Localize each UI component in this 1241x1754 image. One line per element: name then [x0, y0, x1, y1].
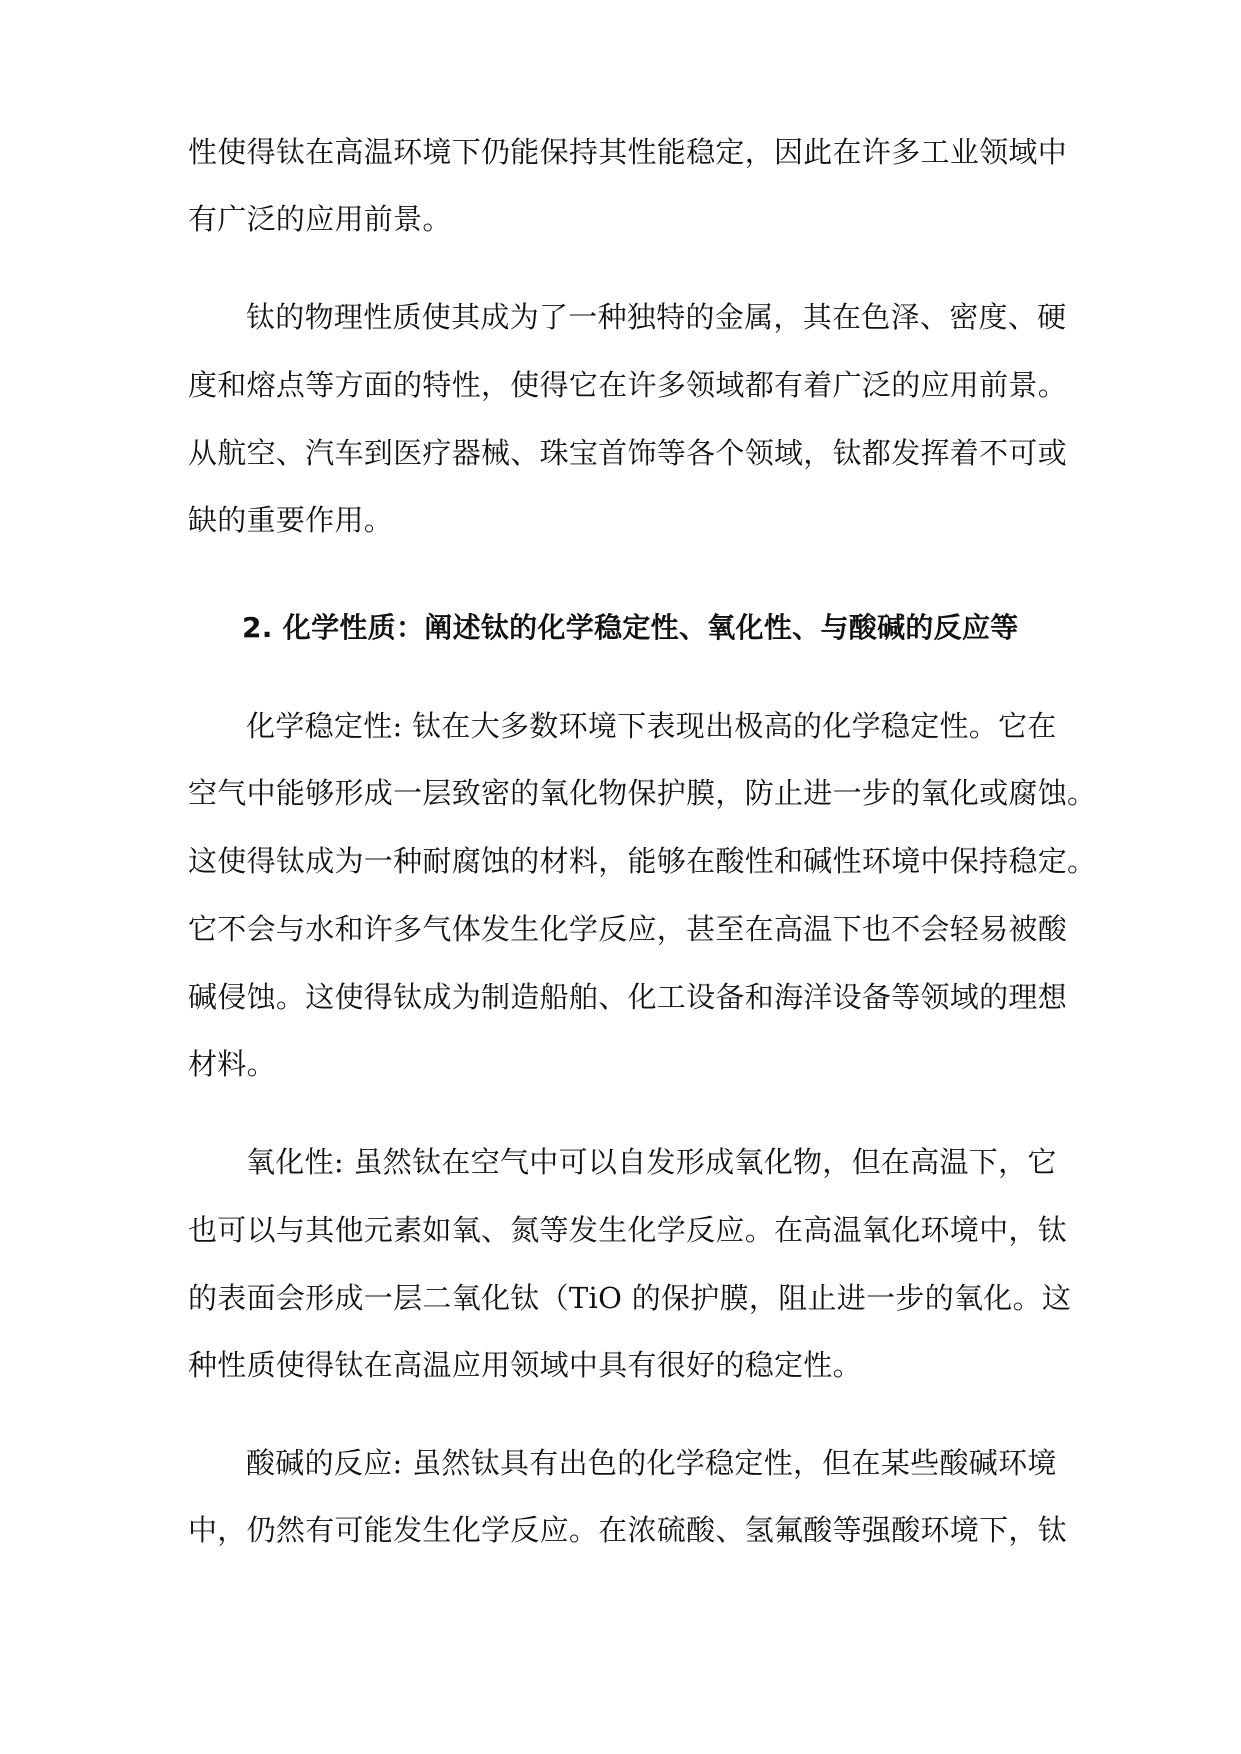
paragraph-start-line: 酸碱的反应: 虽然钛具有出色的化学稳定性，但在某些酸碱环境	[246, 1446, 1057, 1480]
text-line: 有广泛的应用前景。	[188, 202, 452, 236]
text-line: 性使得钛在高温环境下仍能保持其性能稳定，因此在许多工业领域中	[188, 135, 1068, 169]
text-line: 它不会与水和许多气体发生化学反应，甚至在高温下也不会轻易被酸	[188, 912, 1068, 946]
paragraph-start-line: 化学稳定性: 钛在大多数环境下表现出极高的化学稳定性。它在	[246, 709, 1057, 743]
text-line: 中，仍然有可能发生化学反应。在浓硫酸、氢氟酸等强酸环境下，钛	[188, 1513, 1068, 1547]
text-line: 种性质使得钛在高温应用领域中具有很好的稳定性。	[188, 1348, 862, 1382]
paragraph-start-line: 钛的物理性质使其成为了一种独特的金属，其在色泽、密度、硬	[246, 300, 1067, 334]
text-line: 从航空、汽车到医疗器械、珠宝首饰等各个领域，钛都发挥着不可或	[188, 436, 1068, 470]
paragraph-start-line: 氧化性: 虽然钛在空气中可以自发形成氧化物，但在高温下，它	[246, 1145, 1057, 1179]
text-line: 空气中能够形成一层致密的氧化物保护膜，防止进一步的氧化或腐蚀。	[188, 776, 1097, 810]
text-line: 这使得钛成为一种耐腐蚀的材料，能够在酸性和碱性环境中保持稳定。	[188, 844, 1097, 878]
text-line: 的表面会形成一层二氧化钛（TiO 的保护膜，阻止进一步的氧化。这	[188, 1281, 1072, 1315]
text-line: 缺的重要作用。	[188, 503, 394, 537]
text-line: 碱侵蚀。这使得钛成为制造船舶、化工设备和海洋设备等领域的理想	[188, 980, 1068, 1014]
section-heading: 2. 化学性质：阐述钛的化学稳定性、氧化性、与酸碱的反应等	[242, 611, 1019, 644]
text-line: 也可以与其他元素如氧、氮等发生化学反应。在高温氧化环境中，钛	[188, 1213, 1068, 1247]
text-line: 度和熔点等方面的特性，使得它在许多领域都有着广泛的应用前景。	[188, 368, 1068, 402]
text-line: 材料。	[188, 1047, 276, 1081]
